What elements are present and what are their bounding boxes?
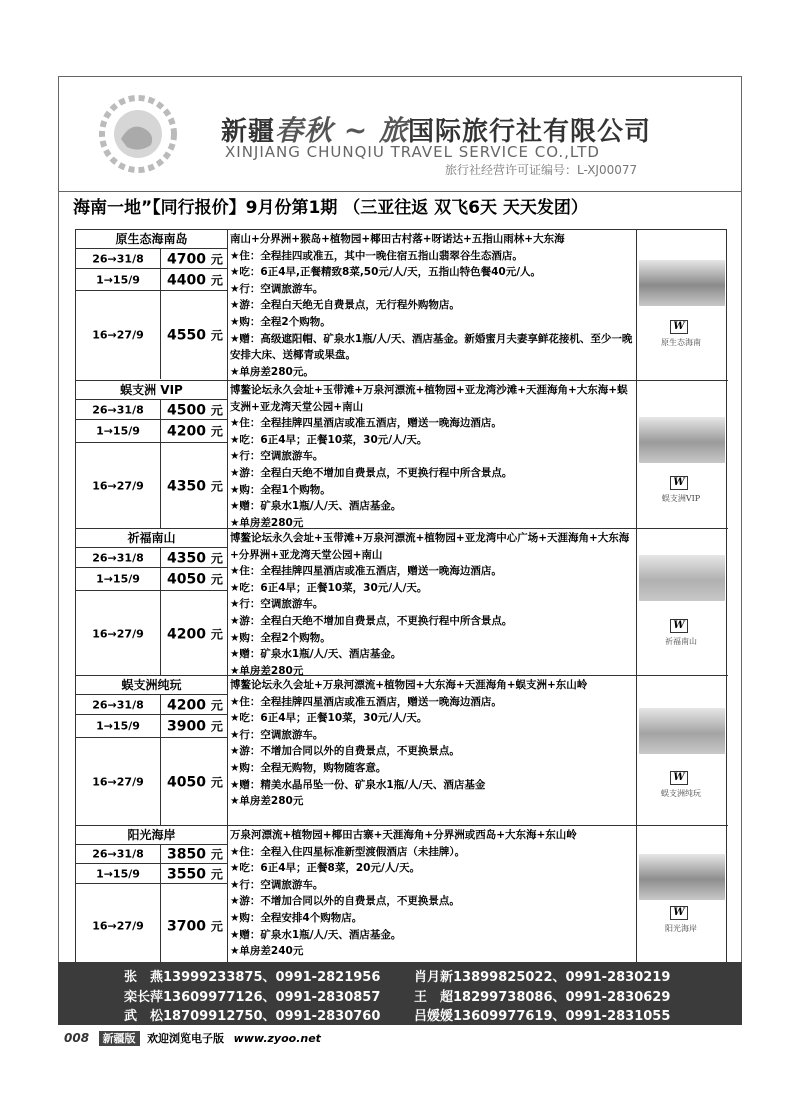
itinerary-line: ★吃：6正4早；正餐8菜，20元/人/天。 [230, 862, 421, 875]
price-column [76, 826, 228, 967]
date-range: 1→15/9 [96, 572, 140, 586]
contact-entry: 武 松18709912750、0991-2830760 [124, 1009, 381, 1024]
price-value: 4050 元 [167, 774, 223, 791]
contact-entry: 吕媛媛13609977619、0991-2831055 [414, 1009, 671, 1024]
price-row [76, 591, 227, 676]
photo-caption: 蜈支洲纯玩 [661, 789, 701, 798]
price-value: 4050 元 [167, 571, 223, 588]
price-column [76, 529, 228, 675]
price-row [76, 249, 227, 269]
price-cell [160, 845, 227, 863]
tour-photo-panel [636, 230, 726, 380]
itinerary-line: ★赠：高级遮阳帽、矿泉水1瓶/人/天、酒店基金。新婚蜜月夫妻享鲜花接机、至少一晚安排大床、送椰青或果盘。 [230, 332, 633, 362]
date-range: 16→27/9 [92, 328, 144, 342]
date-range: 26→31/8 [92, 551, 144, 564]
price-row [76, 400, 227, 420]
price-column [76, 381, 228, 528]
itinerary-details [230, 530, 634, 679]
tour-name: 蜈支洲 VIP [76, 381, 227, 400]
company-logo [99, 95, 177, 173]
price-value: 3900 元 [167, 718, 223, 735]
price-column [76, 230, 228, 380]
date-range: 26→31/8 [92, 403, 144, 416]
price-cell [160, 591, 227, 676]
tour-photo [639, 260, 725, 306]
date-range: 26→31/8 [92, 698, 144, 711]
itinerary-line: ★住：全程入住四星标准新型渡假酒店（未挂牌）。 [230, 845, 466, 858]
date-range: 16→27/9 [92, 627, 144, 640]
price-cell [160, 695, 227, 714]
tour-section [76, 675, 728, 825]
price-unit: 元 [210, 479, 223, 494]
tour-photo-panel [636, 826, 726, 967]
tour-section [76, 528, 728, 675]
photo-caption: 阳光海岸 [665, 924, 697, 933]
price-value: 4500 元 [167, 402, 223, 418]
price-unit: 元 [210, 919, 223, 933]
date-range: 26→31/8 [92, 252, 144, 265]
itinerary-line: ★游：不增加合同以外的自费景点，不更换景点。 [230, 745, 460, 758]
itinerary-line: ★购：全程1个购物。 [230, 483, 331, 496]
price-unit: 元 [210, 252, 223, 266]
itinerary-line: ★住：全程挂牌四星酒店或准五酒店，赠送一晚海边酒店。 [230, 565, 502, 578]
price-value: 3700 元 [167, 918, 223, 934]
price-cell [160, 548, 227, 567]
itinerary-line: ★购：全程2个购物。 [230, 315, 331, 328]
price-value: 3550 元 [167, 866, 223, 882]
tour-name: 原生态海南岛 [76, 230, 227, 249]
price-row [76, 738, 227, 826]
date-range: 1→15/9 [96, 424, 140, 438]
tour-photo [639, 854, 725, 900]
price-unit: 元 [210, 424, 223, 439]
itinerary-line: ★赠：矿泉水1瓶/人/天、酒店基金。 [230, 500, 402, 513]
price-row [76, 443, 227, 529]
price-row [76, 864, 227, 884]
date-range: 16→27/9 [92, 479, 144, 493]
tour-name: 祈福南山 [76, 529, 227, 548]
price-cell [160, 400, 227, 419]
itinerary-line: ★单房差280元 [230, 664, 304, 677]
itinerary-line: ★游：不增加合同以外的自费景点，不更换景点。 [230, 895, 460, 908]
price-unit: 元 [210, 273, 223, 287]
tour-section [76, 380, 728, 528]
photo-caption: 蜈支洲VIP [661, 494, 701, 503]
price-unit: 元 [210, 572, 223, 587]
price-row [76, 715, 227, 738]
price-cell [160, 443, 227, 529]
tour-section [76, 230, 728, 380]
price-table [75, 229, 727, 966]
website-link[interactable]: www.zyoo.net [233, 1032, 321, 1045]
itinerary-details [230, 827, 634, 960]
company-name: 新疆春秋 ~ 旅国际旅行社有限公司 [221, 114, 652, 147]
itinerary-line: ★游：全程白天绝不增加自费景点，不更换行程中所含景点。 [230, 614, 513, 627]
tour-photo-panel [636, 381, 726, 528]
price-row [76, 548, 227, 568]
company-header [59, 77, 741, 192]
tour-section [76, 825, 728, 967]
price-unit: 元 [210, 698, 223, 712]
price-value: 4350 元 [167, 550, 223, 566]
itinerary-line: ★单房差280元。 [230, 365, 314, 378]
itinerary-details [230, 677, 634, 810]
date-range: 26→31/8 [92, 847, 144, 861]
price-cell [160, 420, 227, 442]
itinerary-line: ★吃：6正4早,正餐精致8菜,50元/人/天，五指山特色餐40元/人。 [230, 266, 542, 279]
price-row [76, 845, 227, 864]
price-value: 4550 元 [167, 327, 223, 344]
photo-caption: 原生态海南 [661, 338, 701, 347]
brand-badge-icon: W [670, 619, 688, 633]
date-range: 16→27/9 [92, 919, 144, 932]
itinerary-line: ★游：全程白天绝无自费景点，无行程外购物店。 [230, 299, 460, 312]
price-value: 4400 元 [167, 272, 223, 288]
license-number: 旅行社经营许可证编号：L-XJ00077 [445, 163, 638, 177]
price-unit: 元 [210, 847, 223, 862]
itinerary-line: ★单房差240元 [230, 945, 304, 958]
date-range: 1→15/9 [96, 719, 140, 733]
contact-entry: 张 燕13999233875、0991-2821956 [124, 970, 381, 985]
itinerary-line: ★行：空调旅游车。 [230, 878, 324, 891]
price-value: 4200 元 [167, 423, 223, 440]
contact-entry: 王 超18299738086、0991-2830629 [414, 990, 671, 1005]
itinerary-line: ★行：空调旅游车。 [230, 598, 324, 611]
price-row [76, 291, 227, 379]
itinerary-details [230, 382, 634, 531]
price-cell [160, 715, 227, 737]
price-value: 3850 元 [167, 846, 223, 863]
date-range: 1→15/9 [96, 867, 140, 880]
itinerary-line: 博鳌论坛永久会址+玉带滩+万泉河漂流+植物园+亚龙湾沙滩+天涯海角+大东海+蜈支洲+亚龙湾天堂公园+南山 [230, 384, 628, 413]
price-cell [160, 738, 227, 826]
tour-name: 蜈支洲纯玩 [76, 676, 227, 695]
price-unit: 元 [210, 719, 223, 734]
itinerary-line: 万泉河漂流+植物园+椰田古寨+天涯海角+分界洲或西岛+大东海+东山岭 [230, 829, 577, 841]
company-english-name: XINJIANG CHUNQIU TRAVEL SERVICE CO.,LTD [225, 143, 600, 161]
tour-photo [639, 417, 725, 463]
photo-caption: 祈福南山 [665, 637, 697, 646]
date-range: 16→27/9 [92, 775, 144, 789]
contact-entry: 肖月新13899825022、0991-2830219 [414, 970, 671, 985]
itinerary-line: ★游：全程白天绝不增加自费景点，不更换行程中所含景点。 [230, 466, 513, 479]
tour-photo [639, 555, 725, 601]
itinerary-line: ★购：全程2个购物。 [230, 631, 331, 644]
price-unit: 元 [210, 867, 223, 881]
tour-photo [639, 708, 725, 754]
price-cell [160, 269, 227, 290]
itinerary-line: ★购：全程无购物，购物随客意。 [230, 761, 387, 774]
ad-frame [58, 76, 742, 1025]
edition-badge: 新疆版 [99, 1031, 140, 1046]
itinerary-line: ★吃：6正4早；正餐10菜，30元/人/天。 [230, 712, 428, 725]
page-number: 008 [64, 1031, 90, 1045]
price-cell [160, 864, 227, 883]
itinerary-line: ★赠：精美水晶吊坠一份、矿泉水1瓶/人/天、酒店基金 [230, 778, 486, 791]
price-row [76, 568, 227, 591]
price-value: 4700 元 [167, 251, 223, 267]
price-unit: 元 [210, 403, 223, 417]
brand-badge-icon: W [670, 771, 688, 785]
page-title: 海南一地”【同行报价】9月份第1期 （三亚往返 双飞6天 天天发团） [73, 198, 588, 218]
itinerary-details [230, 231, 634, 380]
itinerary-line: ★单房差280元 [230, 795, 304, 808]
itinerary-line: ★吃：6正4早；正餐10菜，30元/人/天。 [230, 433, 428, 446]
welcome-text: 欢迎浏览电子版 [147, 1032, 225, 1045]
tour-photo-panel [636, 676, 726, 825]
price-column [76, 676, 228, 825]
brand-badge-icon: W [670, 320, 688, 334]
price-cell [160, 291, 227, 379]
itinerary-line: ★住：全程挂牌四星酒店或准五酒店，赠送一晚海边酒店。 [230, 417, 502, 430]
page-footer [64, 1030, 321, 1046]
itinerary-line: ★住：全程挂四或准五，其中一晚住宿五指山翡翠谷生态酒店。 [230, 249, 523, 262]
price-row [76, 884, 227, 967]
itinerary-line: ★单房差280元 [230, 516, 304, 529]
date-range: 1→15/9 [96, 273, 140, 286]
itinerary-line: ★行：空调旅游车。 [230, 450, 324, 463]
price-value: 4200 元 [167, 626, 223, 642]
itinerary-line: ★住：全程挂牌四星酒店或准五酒店，赠送一晚海边酒店。 [230, 695, 502, 708]
price-unit: 元 [210, 775, 223, 790]
price-row [76, 695, 227, 715]
itinerary-line: ★赠：矿泉水1瓶/人/天、酒店基金。 [230, 928, 402, 941]
price-value: 4200 元 [167, 697, 223, 713]
price-value: 4350 元 [167, 478, 223, 495]
price-row [76, 420, 227, 443]
itinerary-line: ★赠：矿泉水1瓶/人/天、酒店基金。 [230, 648, 402, 661]
brand-badge-icon: W [670, 476, 688, 490]
price-unit: 元 [210, 551, 223, 565]
contact-bar [58, 962, 742, 1025]
itinerary-line: 博鳌论坛永久会址+玉带滩+万泉河漂流+植物园+亚龙湾中心广场+天涯海角+大东海+分界洲+亚龙湾天堂公园+南山 [230, 532, 630, 561]
contact-entry: 栾长萍13609977126、0991-2830857 [124, 990, 381, 1005]
tour-name: 阳光海岸 [76, 826, 227, 845]
price-cell [160, 568, 227, 590]
price-unit: 元 [210, 627, 223, 641]
price-row [76, 269, 227, 291]
itinerary-line: ★吃：6正4早；正餐10菜，30元/人/天。 [230, 581, 428, 594]
price-cell [160, 884, 227, 967]
itinerary-line: ★购：全程安排4个购物店。 [230, 911, 363, 924]
itinerary-line: ★行：空调旅游车。 [230, 282, 324, 295]
itinerary-line: ★行：空调旅游车。 [230, 728, 324, 741]
price-unit: 元 [210, 328, 223, 343]
price-cell [160, 249, 227, 268]
tour-photo-panel [636, 529, 726, 675]
itinerary-line: 南山+分界洲+猴岛+植物园+椰田古村落+呀诺达+五指山雨林+大东海 [230, 233, 565, 245]
itinerary-line: 博鳌论坛永久会址+万泉河漂流+植物园+大东海+天涯海角+蜈支洲+东山岭 [230, 679, 588, 691]
brand-badge-icon: W [670, 906, 688, 920]
